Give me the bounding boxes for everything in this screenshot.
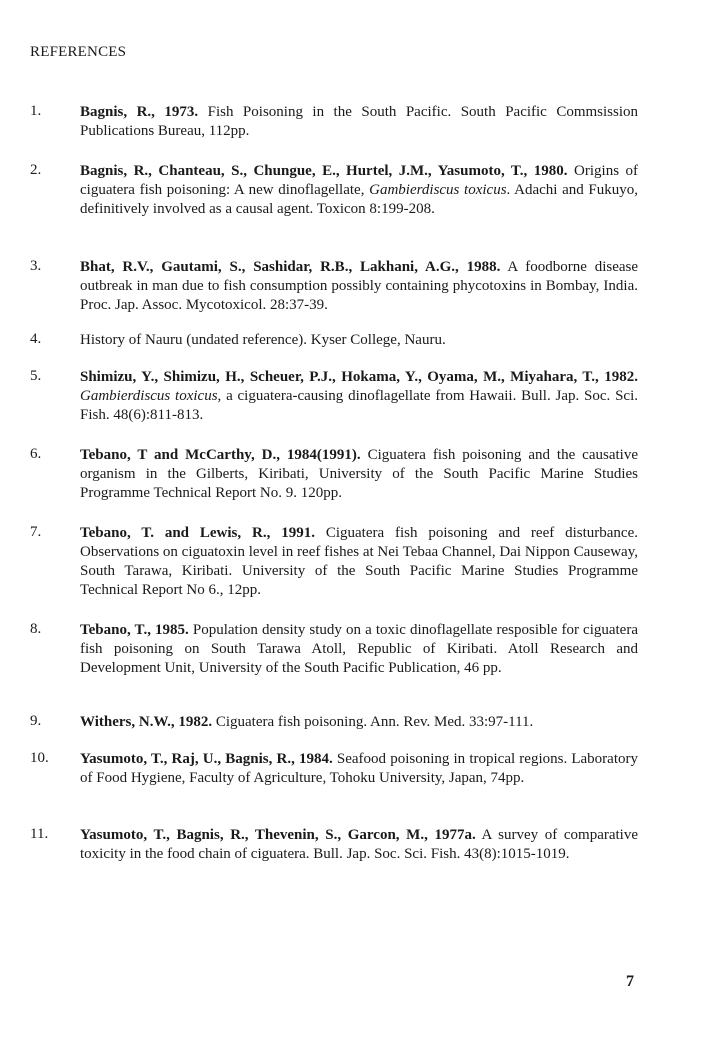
reference-number: 9. xyxy=(30,713,42,729)
reference-body xyxy=(80,713,638,732)
reference-text: Origins of ciguatera fish poisoning: A new dinoflagellate, xyxy=(80,163,639,198)
reference-text: Ciguatera fish poisoning and reef disturbance. Observations on ciguatoxin level in reef fishes at Nei Tebaa Channel, Dai Nippon Causeway, South Tarawa, Kiribati. University of the South Pacific Marine Studies Programme Technical Report No 6., 12pp. xyxy=(80,525,638,598)
reference-text: Population density study on a toxic dinoflagellate resposible for ciguatera fish poisoning on South Tarawa Atoll, Republic of Kiribati. Atoll Research and Development Unit, University of the South Pacific Publication, 46 pp. xyxy=(80,622,638,676)
reference-authors: Tebano, T., 1985. xyxy=(80,622,189,638)
reference-number: 10. xyxy=(30,750,49,766)
reference-body xyxy=(80,621,638,678)
reference-body xyxy=(80,524,638,600)
reference-authors: Bhat, R.V., Gautami, S., Sashidar, R.B., Lakhani, A.G., 1988. xyxy=(80,259,501,275)
reference-text: A foodborne disease outbreak in man due to fish consumption possibly containing phycotoxins in Bombay, India. Proc. Jap. Assoc. Mycotoxicol. 28:37-39. xyxy=(80,259,639,313)
reference-species-name: Gambierdiscus toxicus xyxy=(80,388,218,404)
reference-authors: Shimizu, Y., Shimizu, H., Scheuer, P.J., Hokama, Y., Oyama, M., Miyahara, T., 1982. xyxy=(80,369,638,385)
reference-authors: Bagnis, R., 1973. xyxy=(80,104,199,120)
reference-number: 11. xyxy=(30,826,49,842)
reference-text: Seafood poisoning in tropical regions. Laboratory of Food Hygiene, Faculty of Agriculture, Tohoku University, Japan, 74pp. xyxy=(80,751,638,786)
reference-text: Kyser College, Nauru. xyxy=(306,332,446,348)
reference-authors: Tebano, T. and Lewis, R., 1991. xyxy=(80,525,315,541)
reference-body xyxy=(80,826,638,864)
reference-number: 1. xyxy=(30,103,42,119)
reference-body xyxy=(80,331,638,350)
reference-number: 7. xyxy=(30,524,42,540)
page-heading: REFERENCES xyxy=(30,44,127,60)
reference-text: A survey of comparative toxicity in the food chain of ciguatera. Bull. Jap. Soc. Sci. Fish. 43(8):1015-1019. xyxy=(80,827,638,862)
reference-authors: Yasumoto, T., Bagnis, R., Thevenin, S., Garcon, M., 1977a. xyxy=(80,827,476,843)
reference-text: . Adachi and Fukuyo, definitively involved as a causal agent. Toxicon 8:199-208. xyxy=(80,182,638,217)
reference-number: 5. xyxy=(30,368,42,384)
reference-number: 3. xyxy=(30,258,42,274)
reference-number: 2. xyxy=(30,162,42,178)
reference-body xyxy=(80,103,638,141)
reference-number: 6. xyxy=(30,446,42,462)
reference-body xyxy=(80,162,638,219)
reference-authors: History of Nauru (undated reference). xyxy=(80,332,307,348)
reference-species-name: Gambierdiscus toxicus xyxy=(369,182,507,198)
reference-number: 4. xyxy=(30,331,42,347)
reference-text: Ciguatera fish poisoning. Ann. Rev. Med. 33:97-111. xyxy=(212,714,534,730)
reference-body xyxy=(80,750,638,788)
reference-body xyxy=(80,258,638,315)
reference-body xyxy=(80,446,638,503)
page-number: 7 xyxy=(626,973,634,990)
reference-text: , a ciguatera-causing dinoflagellate from Hawaii. Bull. Jap. Soc. Sci. Fish. 48(6):811-813. xyxy=(80,388,638,423)
reference-number: 8. xyxy=(30,621,42,637)
reference-authors: Withers, N.W., 1982. xyxy=(80,714,213,730)
reference-authors: Yasumoto, T., Raj, U., Bagnis, R., 1984. xyxy=(80,751,333,767)
reference-authors: Tebano, T and McCarthy, D., 1984(1991). xyxy=(80,447,361,463)
reference-text: Fish Poisoning in the South Pacific. South Pacific Commsission Publications Bureau, 112pp. xyxy=(80,104,638,139)
reference-body xyxy=(80,368,638,425)
reference-authors: Bagnis, R., Chanteau, S., Chungue, E., Hurtel, J.M., Yasumoto, T., 1980. xyxy=(80,163,568,179)
reference-text: Ciguatera fish poisoning and the causative organism in the Gilberts, Kiribati, University of the South Pacific Marine Studies Programme Technical Report No. 9. 120pp. xyxy=(80,447,638,501)
